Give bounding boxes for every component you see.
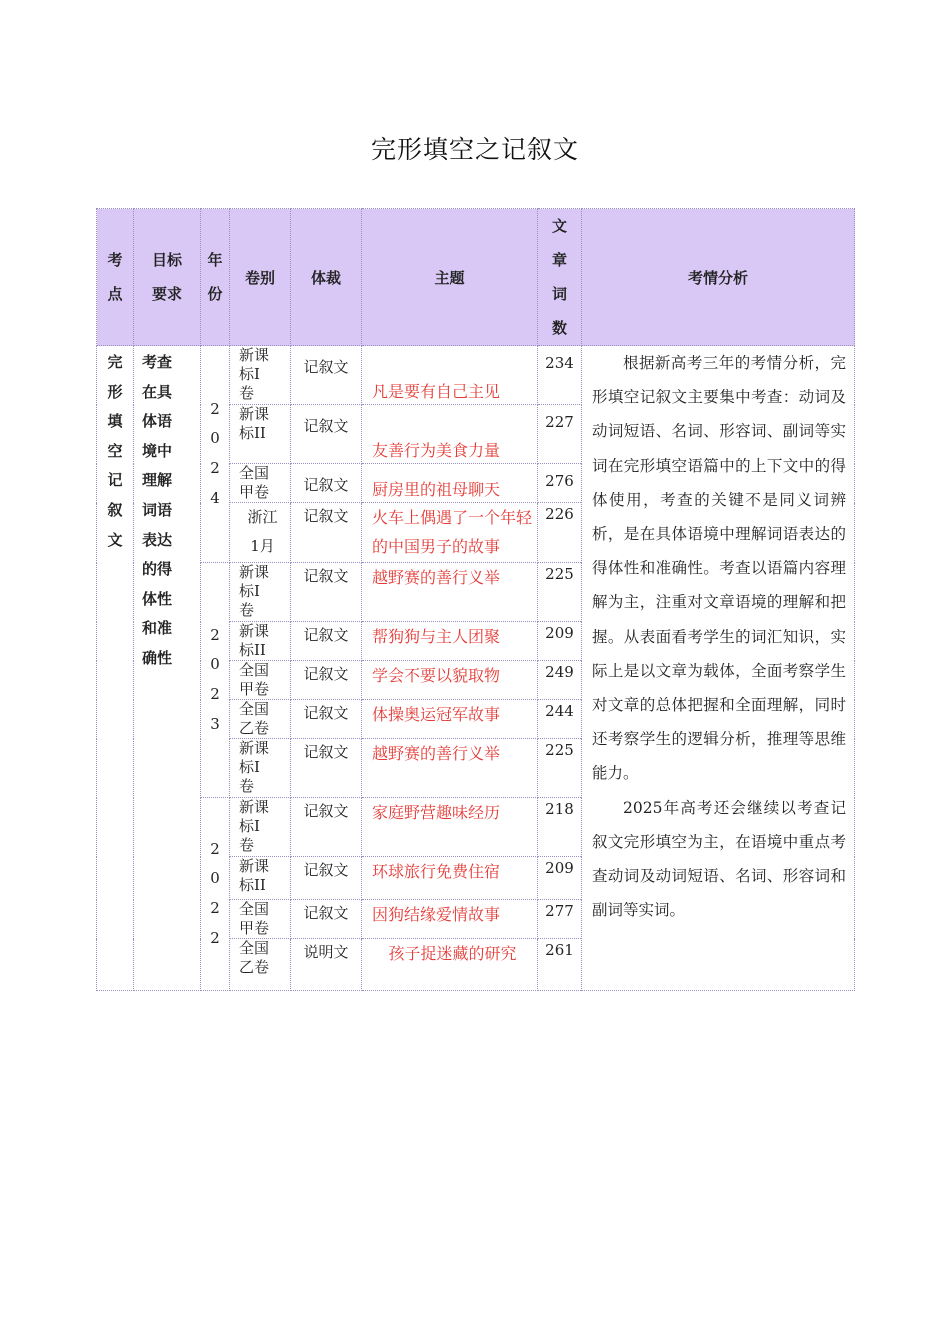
analysis-cell xyxy=(582,346,855,991)
topic-cell: 凡是要有自己主见 xyxy=(362,346,538,405)
topic-cell: 越野赛的善行义举 xyxy=(362,563,538,622)
word-count-cell: 234 xyxy=(538,346,582,405)
word-count-cell: 209 xyxy=(538,857,582,900)
topic-cell: 体操奥运冠军故事 xyxy=(362,700,538,739)
topic-cell: 厨房里的祖母聊天 xyxy=(362,464,538,503)
word-count-cell: 261 xyxy=(538,939,582,991)
year-cell-2024: 2024 xyxy=(201,346,230,563)
goal-cell: 考查在具体语境中理解词语表达的得体性和准确性 xyxy=(134,346,201,991)
word-count-cell: 209 xyxy=(538,622,582,661)
header-words: 文章词数 xyxy=(538,209,582,346)
genre-cell: 记叙文 xyxy=(291,900,362,939)
paper-cell: 新课标II xyxy=(230,622,291,661)
word-count-cell: 249 xyxy=(538,661,582,700)
paper-cell: 全国甲卷 xyxy=(230,661,291,700)
word-count-cell: 277 xyxy=(538,900,582,939)
word-count-cell: 218 xyxy=(538,798,582,857)
genre-cell: 记叙文 xyxy=(291,464,362,503)
paper-cell: 新课标I卷 xyxy=(230,346,291,405)
paper-cell: 新课标II xyxy=(230,857,291,900)
header-paper: 卷别 xyxy=(230,209,291,346)
genre-cell: 记叙文 xyxy=(291,857,362,900)
paper-cell: 浙江1月 xyxy=(230,503,291,563)
header-genre: 体裁 xyxy=(291,209,362,346)
word-count-cell: 225 xyxy=(538,739,582,798)
word-count-cell: 227 xyxy=(538,405,582,464)
genre-cell: 记叙文 xyxy=(291,798,362,857)
header-row xyxy=(97,209,855,346)
topic-cell: 因狗结缘爱情故事 xyxy=(362,900,538,939)
paper-cell: 全国乙卷 xyxy=(230,700,291,739)
header-kaodian: 考点 xyxy=(97,209,134,346)
genre-cell: 记叙文 xyxy=(291,700,362,739)
year-cell-2022: 2022 xyxy=(201,798,230,991)
page-title: 完形填空之记叙文 xyxy=(370,135,579,164)
year-cell-2023: 2023 xyxy=(201,563,230,798)
analysis-paragraph: 根据新高考三年的考情分析，完形填空记叙文主要集中考查：动词及动词短语、名词、形容词、副词等实词在完形填空语篇中的上下文中的得体使用，考查的关键不是同义词辨析，是在具体语境中理解词语表达的得体性和准确性。考查以语篇内容理解为主，注重对文章语境的理解和把握。从表面看考学生的词汇知识，实际上是以文章为载体，全面考察学生对文章的总体把握和全面理解，同时还考察学生的逻辑分析，推理等思维能力。 xyxy=(592,354,846,783)
paper-cell: 新课标I卷 xyxy=(230,798,291,857)
paper-cell: 全国甲卷 xyxy=(230,464,291,503)
header-goal: 目标要求 xyxy=(134,209,201,346)
topic-cell: 友善行为美食力量 xyxy=(362,405,538,464)
topic-cell: 孩子捉迷藏的研究 xyxy=(362,939,538,991)
topic-cell: 越野赛的善行义举 xyxy=(362,739,538,798)
word-count-cell: 244 xyxy=(538,700,582,739)
header-topic: 主题 xyxy=(362,209,538,346)
word-count-cell: 225 xyxy=(538,563,582,622)
genre-cell: 记叙文 xyxy=(291,563,362,622)
genre-cell: 说明文 xyxy=(291,939,362,991)
genre-cell: 记叙文 xyxy=(291,661,362,700)
paper-cell: 全国乙卷 xyxy=(230,939,291,991)
topic-cell: 火车上偶遇了一个年轻的中国男子的故事 xyxy=(362,503,538,563)
paper-cell: 新课标I卷 xyxy=(230,739,291,798)
paper-cell: 全国甲卷 xyxy=(230,900,291,939)
word-count-cell: 276 xyxy=(538,464,582,503)
exam-analysis-table xyxy=(96,208,855,991)
header-analysis: 考情分析 xyxy=(582,209,855,346)
paper-cell: 新课标II xyxy=(230,405,291,464)
genre-cell: 记叙文 xyxy=(291,503,362,563)
topic-cell: 环球旅行免费住宿 xyxy=(362,857,538,900)
genre-cell: 记叙文 xyxy=(291,405,362,464)
analysis-paragraph: 2025年高考还会继续以考查记叙文完形填空为主，在语境中重点考查动词及动词短语、名词、形容词和副词等实词。 xyxy=(592,798,846,920)
genre-cell: 记叙文 xyxy=(291,622,362,661)
topic-cell: 帮狗狗与主人团聚 xyxy=(362,622,538,661)
table-row xyxy=(97,346,855,405)
kaodian-cell: 完形填空记叙文 xyxy=(97,346,134,991)
word-count-cell: 226 xyxy=(538,503,582,563)
genre-cell: 记叙文 xyxy=(291,739,362,798)
topic-cell: 学会不要以貌取物 xyxy=(362,661,538,700)
topic-cell: 家庭野营趣味经历 xyxy=(362,798,538,857)
paper-cell: 新课标I卷 xyxy=(230,563,291,622)
header-year: 年份 xyxy=(201,209,230,346)
genre-cell: 记叙文 xyxy=(291,346,362,405)
